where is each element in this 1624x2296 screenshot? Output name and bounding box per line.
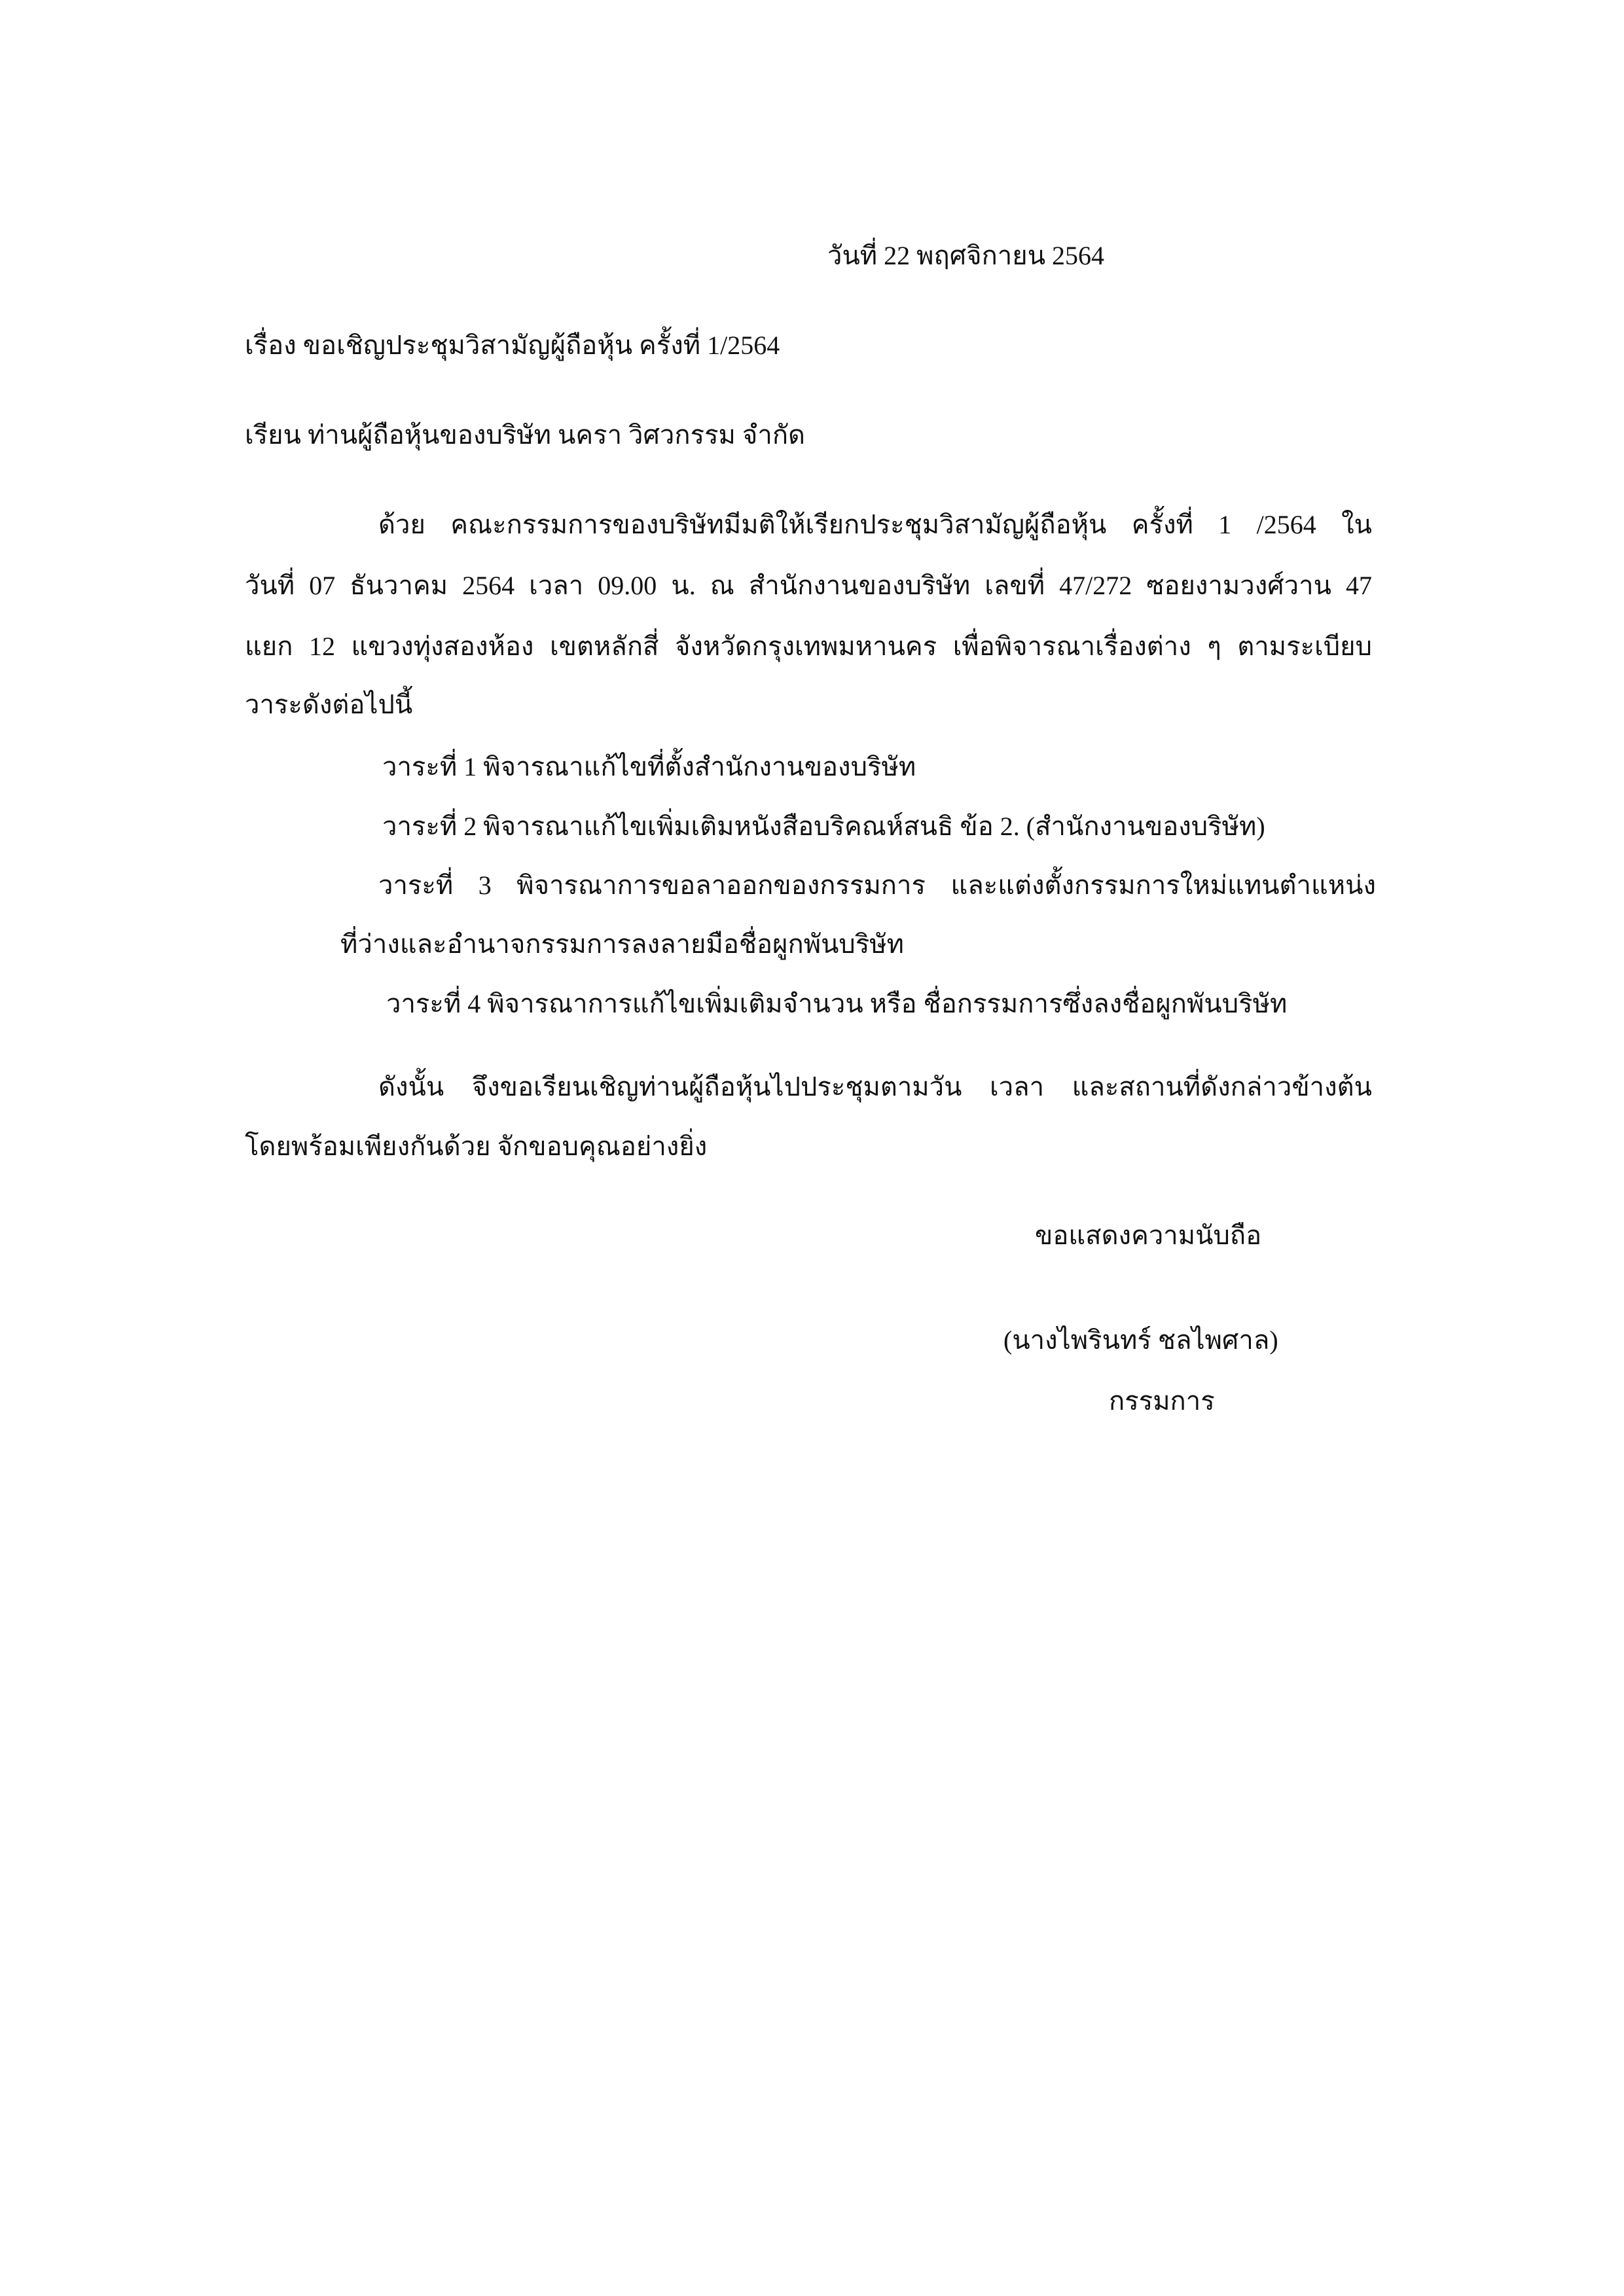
signer-name: (นางไพรินทร์ ชลไพศาล) xyxy=(1003,1325,1278,1355)
sign-off: ขอแสดงความนับถือ xyxy=(1035,1221,1262,1250)
closing-line-2: โดยพร้อมเพียงกันด้วย จักขอบคุณอย่างยิ่ง xyxy=(245,1132,708,1161)
body-line-1: ด้วย คณะกรรมการของบริษัทมีมติให้เรียกประชุมวิสามัญผู้ถือหุ้น ครั้งที่ 1 /2564 ใน xyxy=(378,510,1372,539)
agenda-item-4: วาระที่ 4 พิจารณาการแก้ไขเพิ่มเติมจำนวน หรือ ชื่อกรรมการซึ่งลงชื่อผูกพันบริษัท xyxy=(386,989,1288,1018)
subject-line: เรื่อง ขอเชิญประชุมวิสามัญผู้ถือหุ้น ครั้งที่ 1/2564 xyxy=(245,331,780,360)
date-line: วันที่ 22 พฤศจิกายน 2564 xyxy=(827,241,1105,270)
closing-line-1: ดังนั้น จึงขอเรียนเชิญท่านผู้ถือหุ้นไปประชุมตามวัน เวลา และสถานที่ดังกล่าวข้างต้น xyxy=(378,1072,1372,1102)
body-line-3: แยก 12 แขวงทุ่งสองห้อง เขตหลักสี่ จังหวัดกรุงเทพมหานคร เพื่อพิจารณาเรื่องต่าง ๆ ตามระเบียบ xyxy=(245,632,1372,661)
agenda-item-2: วาระที่ 2 พิจารณาแก้ไขเพิ่มเติมหนังสือบริคณห์สนธิ ข้อ 2. (สำนักงานของบริษัท) xyxy=(382,812,1265,841)
agenda-item-3: วาระที่ 3 พิจารณาการขอลาออกของกรรมการ และแต่งตั้งกรรมการใหม่แทนตำแหน่ง xyxy=(378,870,1376,900)
agenda-item-1: วาระที่ 1 พิจารณาแก้ไขที่ตั้งสำนักงานของบริษัท xyxy=(382,752,916,781)
body-line-4: วาระดังต่อไปนี้ xyxy=(245,690,413,719)
signer-title: กรรมการ xyxy=(1109,1386,1215,1416)
body-line-2: วันที่ 07 ธันวาคม 2564 เวลา 09.00 น. ณ สำนักงานของบริษัท เลขที่ 47/272 ซอยงามวงศ์วาน 47 xyxy=(245,571,1372,600)
agenda-item-3-continued: ที่ว่างและอำนาจกรรมการลงลายมือชื่อผูกพันบริษัท xyxy=(340,929,905,959)
recipient-line: เรียน ท่านผู้ถือหุ้นของบริษัท นครา วิศวกรรม จำกัด xyxy=(245,420,806,450)
